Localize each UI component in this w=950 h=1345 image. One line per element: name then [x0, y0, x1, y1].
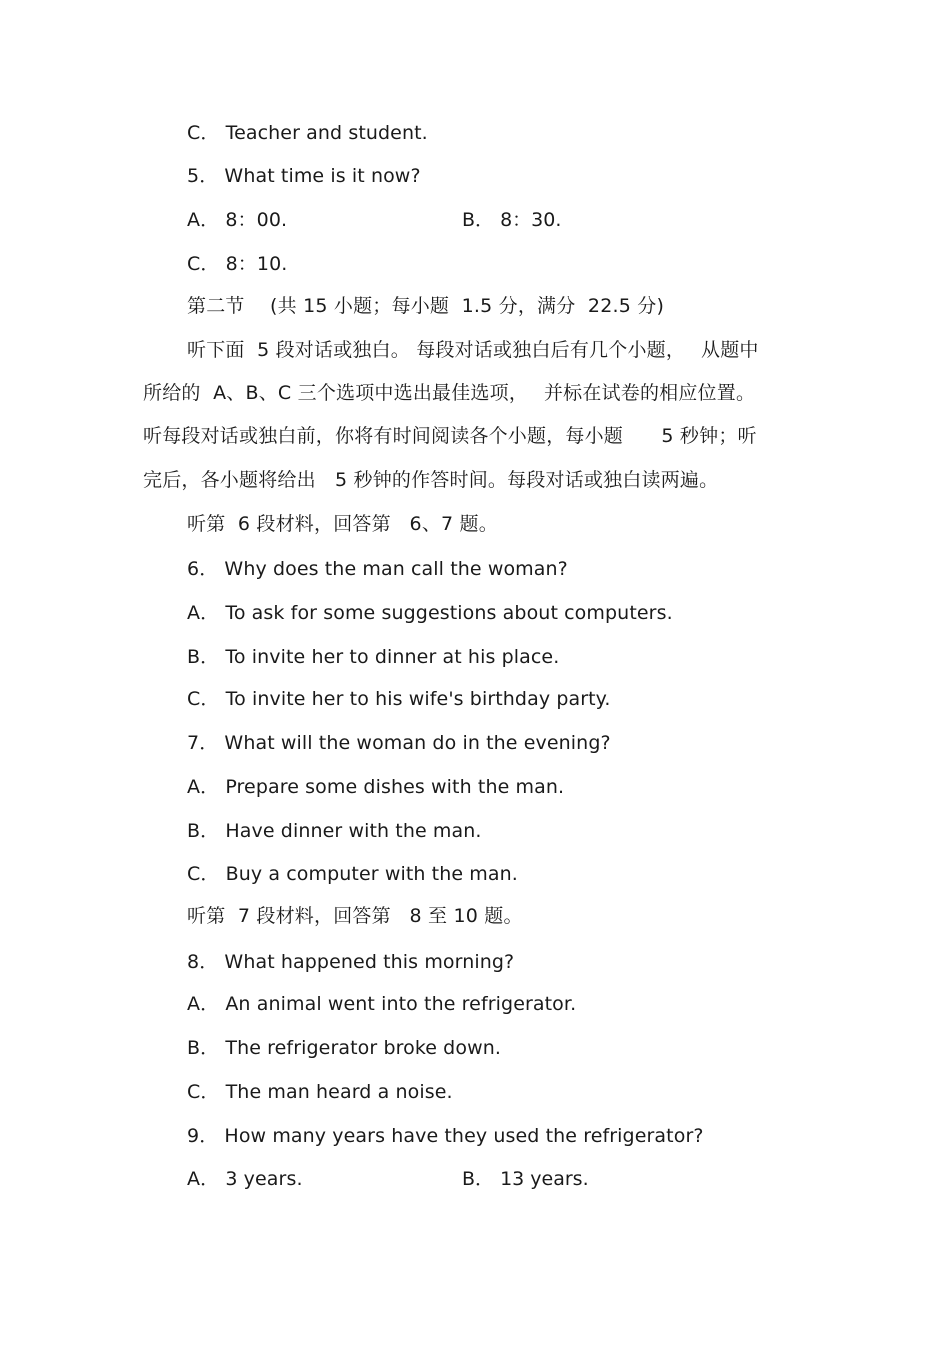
option-b-q5: B． 8：30. [462, 209, 562, 231]
question-5: 5． What time is it now? [187, 165, 421, 187]
option-b-q6: B． To invite her to dinner at his place. [187, 646, 560, 668]
instructions-line-2: 所给的 A、B、C 三个选项中选出最佳选项， 并标在试卷的相应位置。 [143, 382, 756, 404]
instructions-line-4: 完后，各小题将给出 5 秒钟的作答时间。每段对话或独白读两遍。 [143, 469, 719, 491]
question-8: 8． What happened this morning? [187, 951, 515, 973]
option-a-q9: A． 3 years. [187, 1168, 303, 1190]
instructions-line-3: 听每段对话或独白前，你将有时间阅读各个小题，每小题 5 秒钟；听 [143, 425, 757, 447]
option-c-q8: C． The man heard a noise. [187, 1081, 453, 1103]
option-c-q7: C． Buy a computer with the man. [187, 863, 518, 885]
option-a-q6: A． To ask for some suggestions about computers. [187, 602, 673, 624]
instructions-line-1: 听下面 5 段对话或独白。 每段对话或独白后有几个小题， 从题中 [187, 339, 759, 361]
section-heading: 第二节 (共 15 小题；每小题 1.5 分，满分 22.5 分) [187, 295, 665, 317]
option-c-q6: C． To invite her to his wife's birthday party. [187, 688, 611, 710]
question-7: 7． What will the woman do in the evening? [187, 732, 611, 754]
option-b-q9: B． 13 years. [462, 1168, 589, 1190]
option-a-q5: A． 8：00. [187, 209, 288, 231]
material-7-heading: 听第 7 段材料，回答第 8 至 10 题。 [187, 905, 523, 927]
question-9: 9． How many years have they used the refrigerator? [187, 1125, 704, 1147]
option-c-q4: C． Teacher and student. [187, 122, 428, 144]
option-c-q5: C． 8：10. [187, 253, 288, 275]
question-6: 6． Why does the man call the woman? [187, 558, 568, 580]
option-a-q7: A． Prepare some dishes with the man. [187, 776, 565, 798]
option-a-q8: A． An animal went into the refrigerator. [187, 993, 577, 1015]
material-6-heading: 听第 6 段材料，回答第 6、7 题。 [187, 513, 498, 535]
option-b-q8: B． The refrigerator broke down. [187, 1037, 501, 1059]
option-b-q7: B． Have dinner with the man. [187, 820, 482, 842]
